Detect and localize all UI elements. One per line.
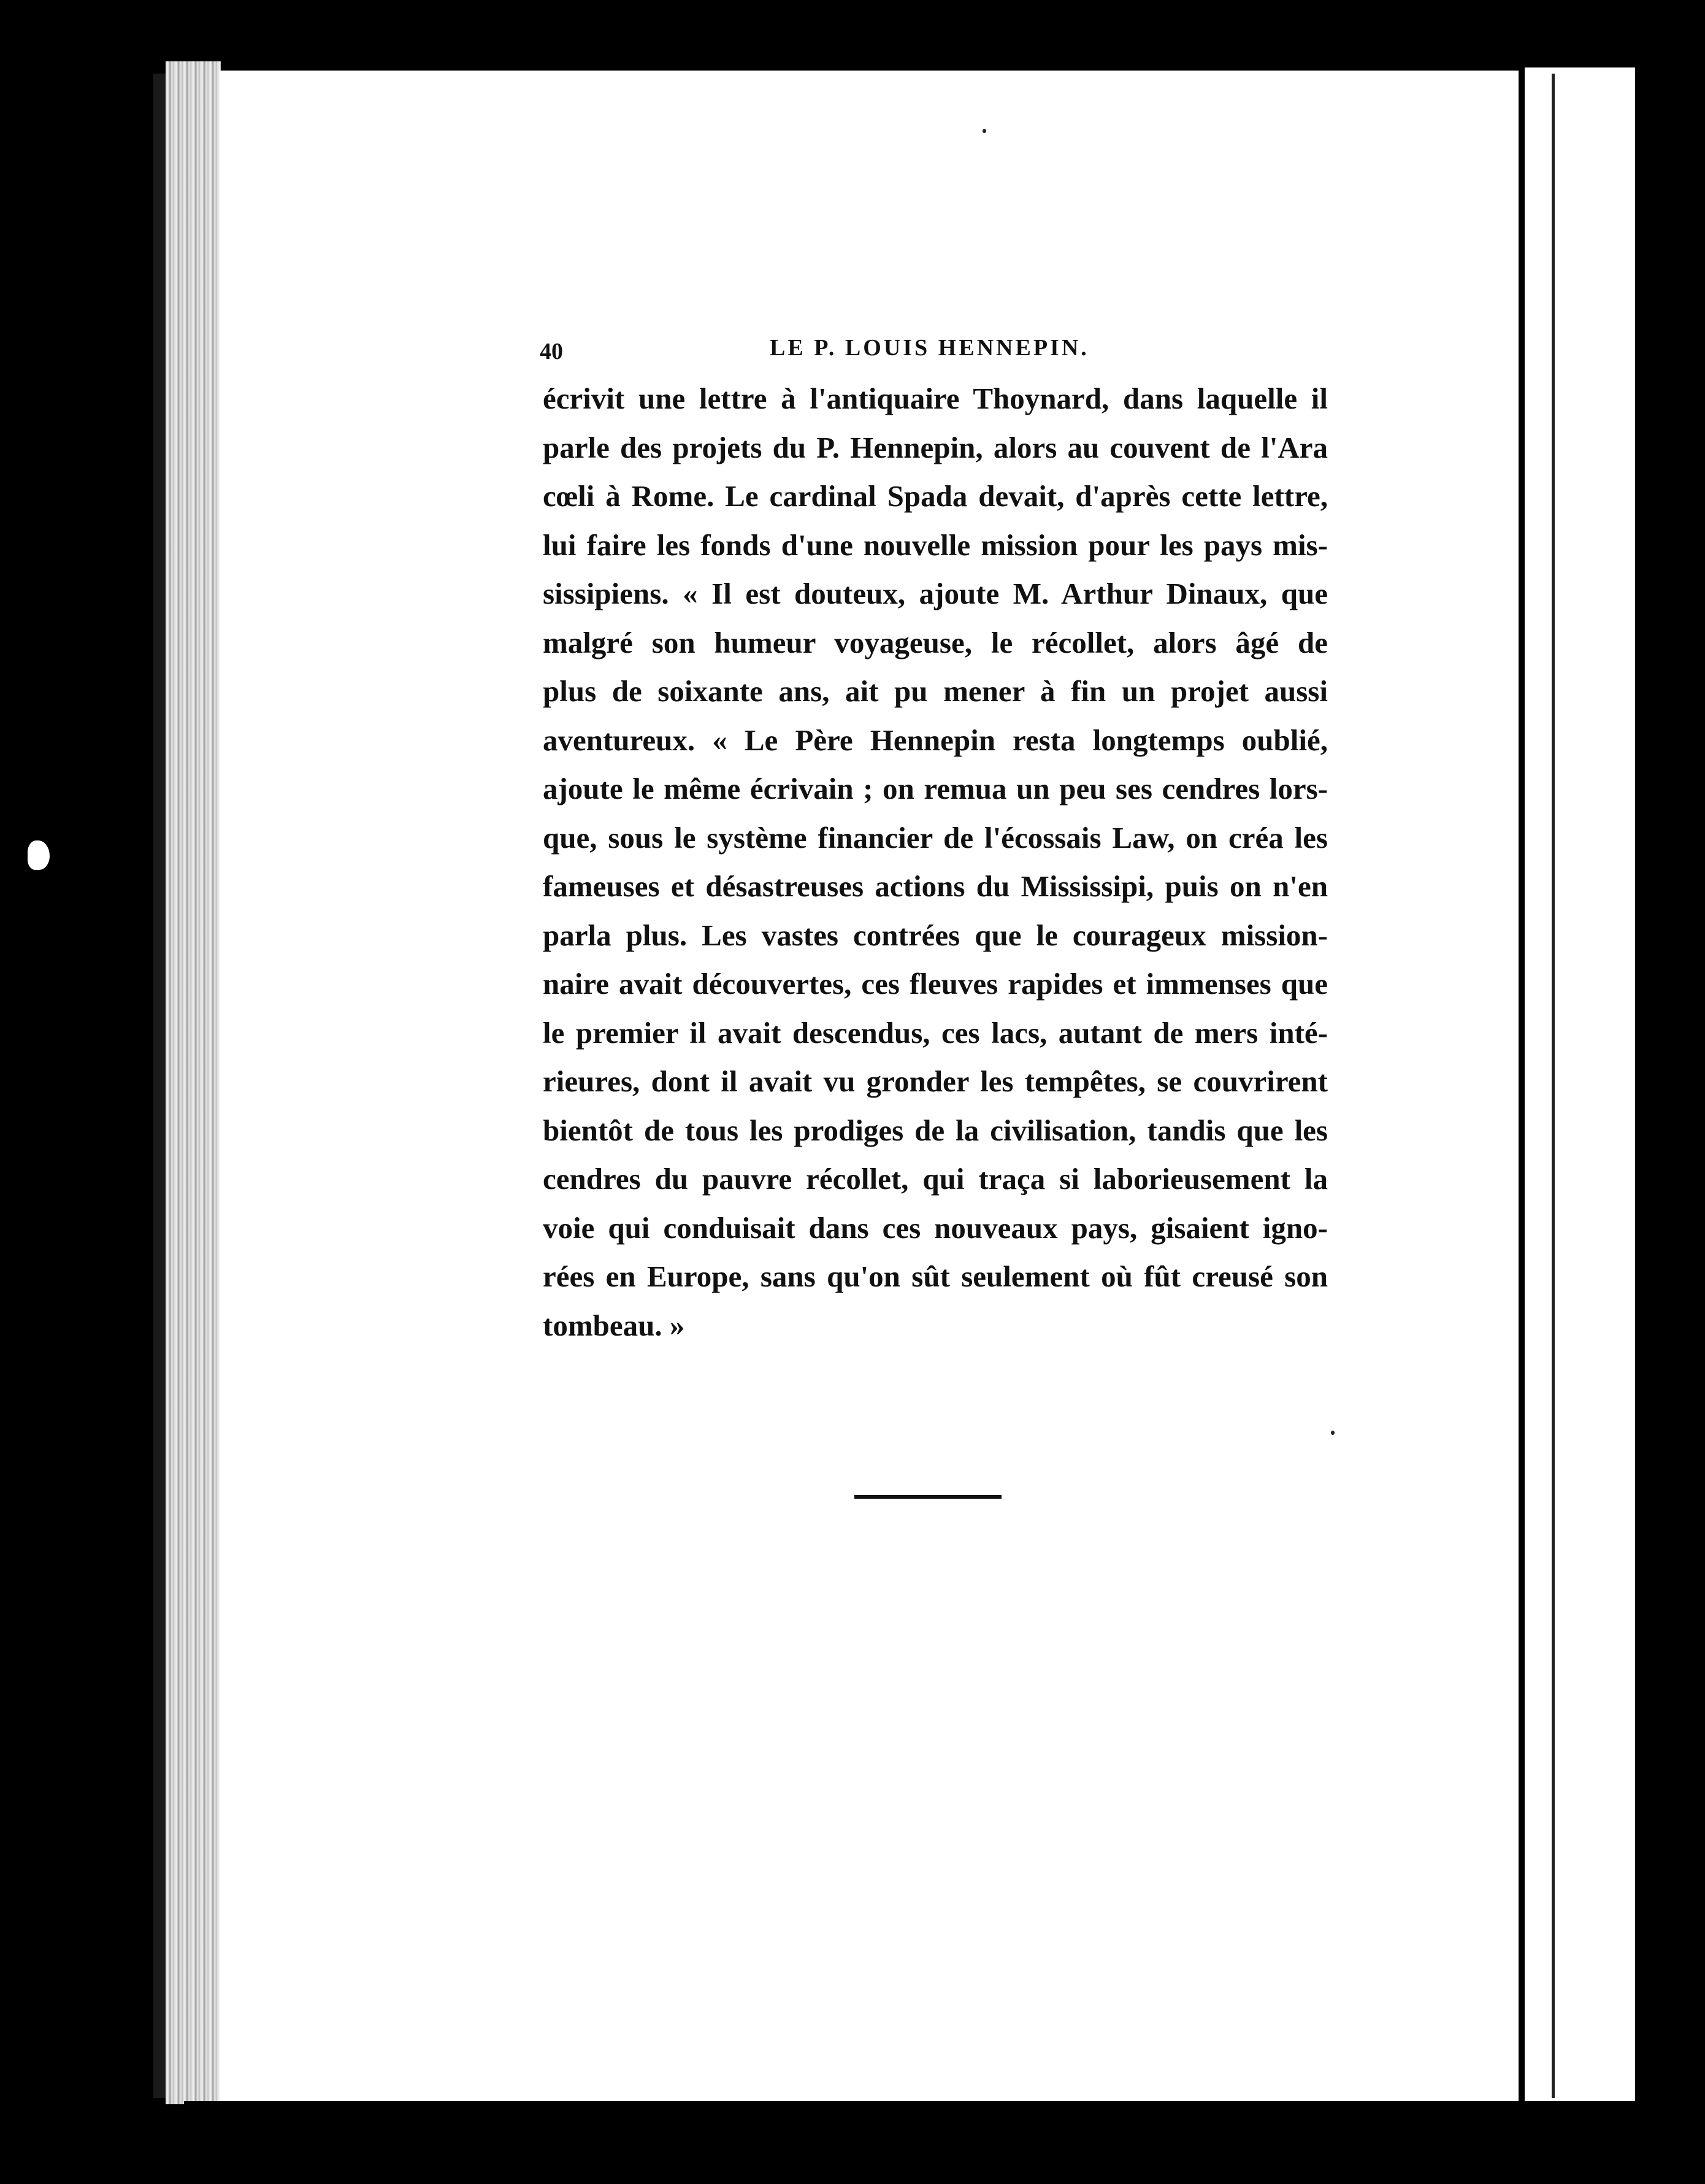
text-line: sissipiens. « Il est douteux, ajoute M. Arthur Dinaux, que bbox=[543, 577, 1328, 610]
text-line: naire avait découvertes, ces fleuves rapides et immenses que bbox=[543, 967, 1328, 1001]
book-spine-shadow bbox=[153, 74, 167, 2098]
text-line: voie qui conduisait dans ces nouveaux pays, gisaient igno- bbox=[543, 1210, 1328, 1245]
page-number: 40 bbox=[540, 339, 563, 364]
text-line: malgré son humeur voyageuse, le récollet, alors âgé de bbox=[543, 625, 1328, 659]
ink-speck bbox=[1331, 1431, 1335, 1435]
text-line: cœli à Rome. Le cardinal Spada devait, d'après cette lettre, bbox=[543, 479, 1328, 513]
body-text bbox=[543, 374, 1328, 1350]
text-line: bientôt de tous les prodiges de la civilisation, tandis que les bbox=[543, 1113, 1328, 1147]
text-line: fameuses et désastreuses actions du Mississipi, puis on n'en bbox=[543, 869, 1328, 903]
text-line: rées en Europe, sans qu'on sût seulement où fût creusé son bbox=[543, 1259, 1328, 1293]
page-edges bbox=[166, 61, 221, 2104]
text-line: écrivit une lettre à l'antiquaire Thoynard, dans laquelle il bbox=[543, 382, 1328, 415]
text-line: le premier il avait descendus, ces lacs, autant de mers inté- bbox=[543, 1015, 1328, 1050]
running-title: LE P. LOUIS HENNEPIN. bbox=[770, 335, 1089, 361]
ink-speck bbox=[983, 129, 986, 133]
text-line: que, sous le système financier de l'écossais Law, on créa les bbox=[543, 820, 1328, 855]
text-line: lui faire les fonds d'une nouvelle mission pour les pays mis- bbox=[543, 528, 1328, 562]
running-head bbox=[540, 334, 1312, 377]
text-line: cendres du pauvre récollet, qui traça si laborieusement la bbox=[543, 1162, 1328, 1196]
text-line: parla plus. Les vastes contrées que le courageux mission- bbox=[543, 918, 1328, 952]
text-line: tombeau. » bbox=[543, 1308, 685, 1342]
text-line: parle des projets du P. Hennepin, alors au couvent de l'Ara bbox=[543, 430, 1328, 464]
adjacent-page-edge-line bbox=[1552, 74, 1555, 2098]
text-line: aventureux. « Le Père Hennepin resta longtemps oublié, bbox=[543, 723, 1328, 757]
text-line: rieures, dont il avait vu gronder les tempêtes, se couvrirent bbox=[543, 1064, 1328, 1098]
text-line: plus de soixante ans, ait pu mener à fin un projet aussi bbox=[543, 674, 1328, 708]
bottom-scan-border bbox=[184, 2101, 1644, 2184]
end-rule bbox=[854, 1495, 1002, 1499]
text-line: ajoute le même écrivain ; on remua un peu ses cendres lors- bbox=[543, 772, 1328, 806]
scanner-margin-mark bbox=[28, 840, 50, 870]
adjacent-page-strip bbox=[1525, 67, 1635, 2104]
